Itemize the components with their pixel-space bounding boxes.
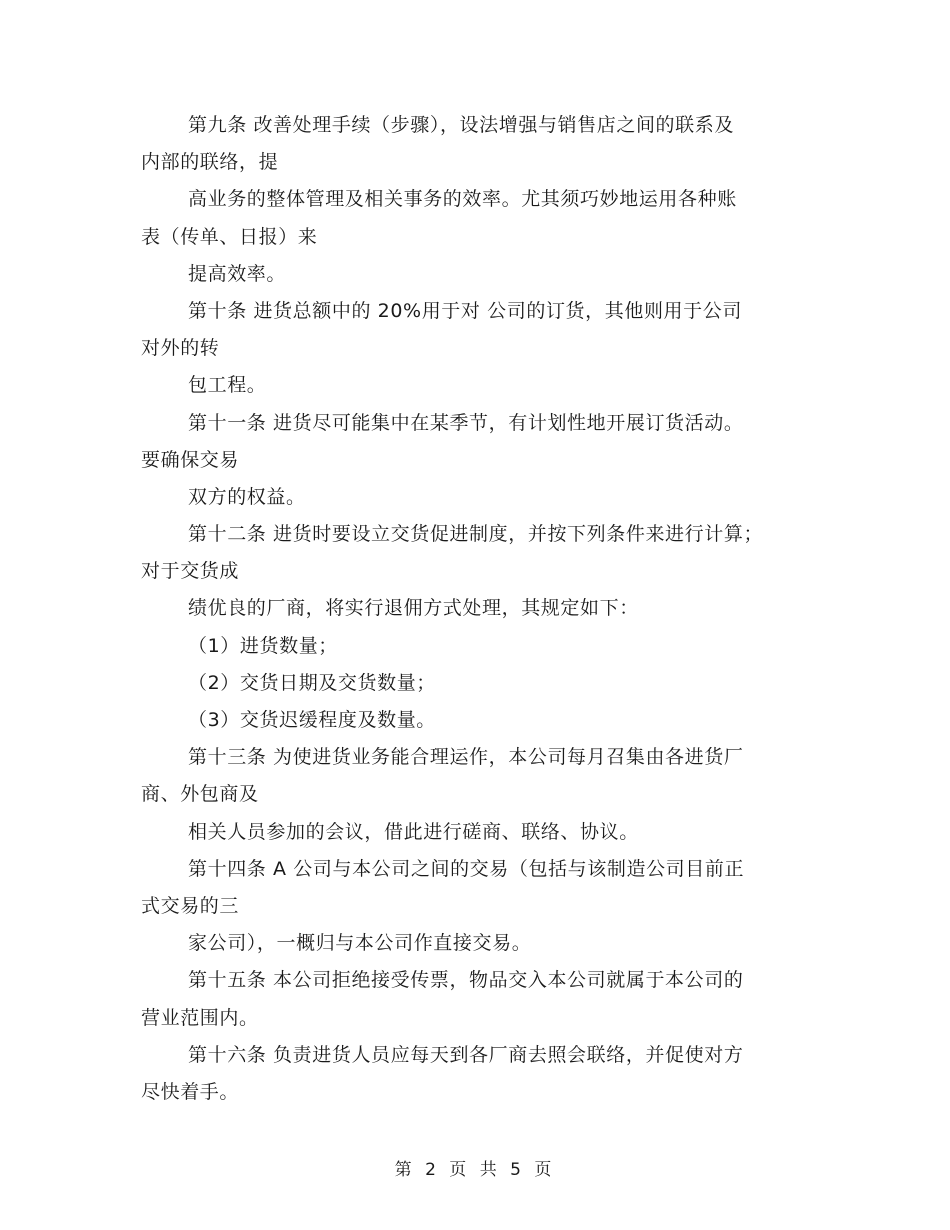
- text-line: 尽快着手。: [141, 1080, 240, 1103]
- text-line: 包工程。: [188, 374, 267, 397]
- text-line: 第十四条 A 公司与本公司之间的交易（包括与该制造公司目前正: [188, 857, 745, 880]
- text-line: 要确保交易: [141, 448, 240, 471]
- text-line: 对于交货成: [141, 560, 240, 583]
- text-line: 第十三条 为使进货业务能合理运作，本公司每月召集由各进货厂: [188, 746, 744, 769]
- text-line: 高业务的整体管理及相关事务的效率。尤其须巧妙地运用各种账: [188, 188, 737, 211]
- text-line: 表（传单、日报）来: [141, 225, 318, 248]
- text-line: 内部的联络，提: [141, 151, 279, 174]
- text-line: 对外的转: [141, 337, 220, 360]
- document-body: [141, 107, 821, 1111]
- text-line: 商、外包商及: [141, 783, 259, 806]
- text-line: （1）进货数量；: [188, 634, 338, 657]
- page-number-footer: 第 2 页 共 5 页: [394, 1160, 556, 1180]
- text-line: 式交易的三: [141, 894, 240, 917]
- text-line: 提高效率。: [188, 262, 287, 285]
- text-line: 第十六条 负责进货人员应每天到各厂商去照会联络，并促使对方: [188, 1043, 744, 1066]
- text-line: 相关人员参加的会议，借此进行磋商、联络、协议。: [188, 820, 639, 843]
- text-line: 家公司），一概归与本公司作直接交易。: [188, 932, 532, 955]
- text-line: 第十五条 本公司拒绝接受传票，物品交入本公司就属于本公司的: [188, 969, 744, 992]
- text-line: 第十二条 进货时要设立交货促进制度，并按下列条件来进行计算；: [188, 523, 764, 546]
- text-line: 双方的权益。: [188, 485, 306, 508]
- text-line: 第十条 进货总额中的 20%用于对 公司的订货，其他则用于公司: [188, 299, 742, 322]
- text-line: 营业范围内。: [141, 1006, 259, 1029]
- text-line: （3）交货迟缓程度及数量。: [188, 709, 436, 731]
- text-line: （2）交货日期及交货数量；: [188, 671, 436, 694]
- text-line: 第九条 改善处理手续（步骤），设法增强与销售店之间的联系及: [188, 114, 734, 136]
- text-line: 第十一条 进货尽可能集中在某季节，有计划性地开展订货活动。: [188, 411, 744, 434]
- text-line: 绩优良的厂商，将实行退佣方式处理，其规定如下：: [188, 597, 639, 620]
